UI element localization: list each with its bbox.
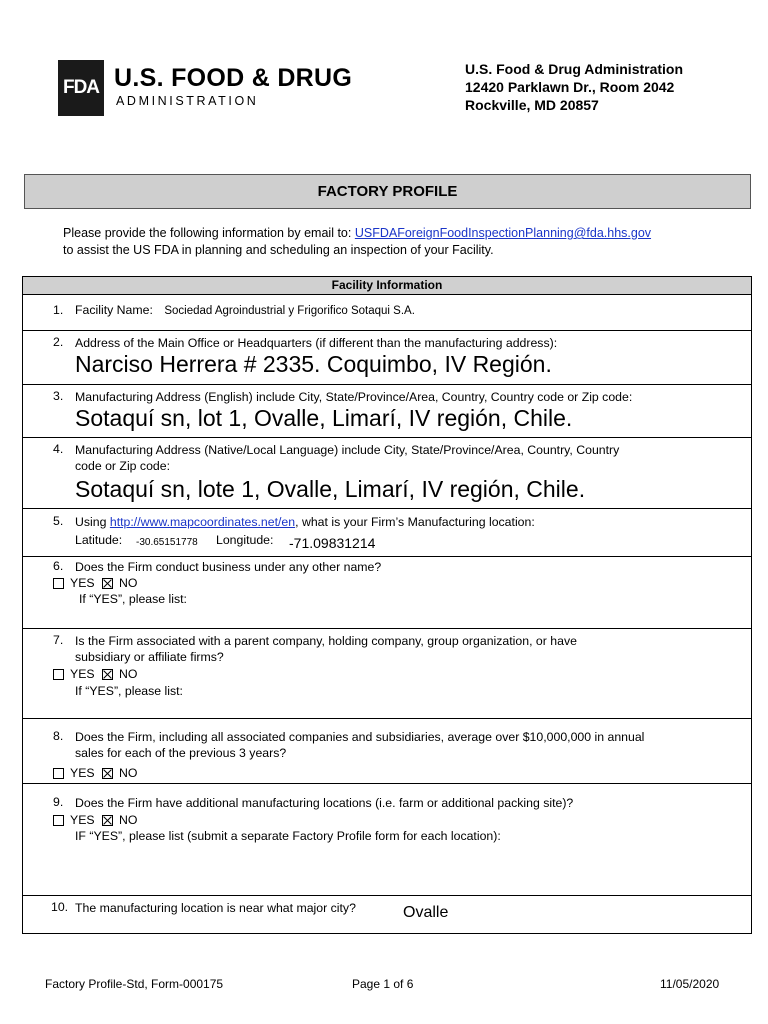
question-label: Does the Firm have additional manufacturing locations (i.e. farm or additional packing site)?	[75, 796, 574, 810]
question-label-continued: sales for each of the previous 3 years?	[75, 746, 287, 760]
agency-address	[465, 60, 683, 114]
no-checkbox[interactable]	[102, 669, 113, 680]
question-prefix: Using	[75, 515, 110, 529]
question-label: Is the Firm associated with a parent company, holding company, group organization, or have	[75, 634, 577, 648]
page-title: FACTORY PROFILE	[24, 174, 751, 209]
intro-line2: to assist the US FDA in planning and scheduling an inspection of your Facility.	[63, 243, 494, 257]
intro-text	[63, 225, 651, 259]
longitude-label: Longitude:	[216, 533, 274, 547]
question-label: Does the Firm, including all associated companies and subsidiaries, average over $10,000,000 in annual	[75, 730, 645, 744]
question-label: Does the Firm conduct business under any other name?	[75, 560, 382, 574]
logo-title: U.S. FOOD & DRUG	[114, 64, 353, 92]
question-main-office-address	[23, 330, 751, 384]
yes-label: YES	[70, 766, 95, 780]
question-manufacturing-address-local	[23, 437, 751, 508]
latitude-value[interactable]: -30.65151778	[136, 537, 198, 548]
no-label: NO	[119, 667, 138, 681]
intro-prefix: Please provide the following information by email to:	[63, 226, 355, 240]
footer-date: 11/05/2020	[660, 977, 720, 991]
question-number: 8.	[53, 729, 64, 743]
longitude-value[interactable]: -71.09831214	[289, 535, 376, 551]
fda-logo	[58, 60, 353, 116]
yes-checkbox[interactable]	[53, 768, 64, 779]
address-line: Rockville, MD 20857	[465, 97, 599, 113]
question-label-continued: subsidiary or affiliate firms?	[75, 650, 224, 664]
followup-label: If “YES”, please list:	[79, 592, 187, 606]
facility-name-answer[interactable]: Sociedad Agroindustrial y Frigorifico Sotaqui S.A.	[164, 305, 415, 317]
manufacturing-address-local-answer[interactable]: Sotaquí sn, lote 1, Ovalle, Limarí, IV región, Chile.	[75, 476, 586, 502]
question-additional-locations	[23, 783, 751, 896]
question-number: 3.	[53, 389, 64, 403]
yes-checkbox[interactable]	[53, 815, 64, 826]
email-link[interactable]: USFDAForeignFoodInspectionPlanning@fda.hhs.gov	[354, 226, 652, 240]
yes-label: YES	[70, 576, 95, 590]
question-other-names	[23, 556, 751, 629]
manufacturing-address-english-answer[interactable]: Sotaquí sn, lot 1, Ovalle, Limarí, IV región, Chile.	[75, 405, 573, 431]
question-number: 4.	[53, 442, 64, 456]
question-number: 5.	[53, 514, 64, 528]
question-coordinates	[23, 508, 751, 557]
address-line: 12420 Parklawn Dr., Room 2042	[465, 79, 675, 95]
question-label: The manufacturing location is near what major city?	[75, 901, 356, 915]
no-label: NO	[119, 813, 138, 827]
question-label: Address of the Main Office or Headquarters (if different than the manufacturing address):	[75, 336, 558, 350]
latitude-label: Latitude:	[75, 533, 123, 547]
footer-page-number: Page 1 of 6	[352, 977, 414, 991]
question-label-continued: code or Zip code:	[75, 459, 171, 473]
fda-logo-mark: FDA	[58, 60, 104, 116]
no-checkbox[interactable]	[102, 815, 113, 826]
question-parent-company	[23, 628, 751, 719]
no-label: NO	[119, 576, 138, 590]
main-office-address-answer[interactable]: Narciso Herrera # 2335. Coquimbo, IV Región.	[75, 351, 552, 377]
question-number: 9.	[53, 795, 64, 809]
question-number: 2.	[53, 335, 64, 349]
question-facility-name	[23, 294, 751, 330]
facility-form	[22, 276, 752, 934]
footer-form-id: Factory Profile-Std, Form-000175	[45, 977, 224, 991]
no-checkbox[interactable]	[102, 768, 113, 779]
question-number: 7.	[53, 633, 64, 647]
yes-label: YES	[70, 813, 95, 827]
section-header: Facility Information	[23, 277, 751, 294]
logo-subtitle: ADMINISTRATION	[116, 94, 259, 108]
no-checkbox[interactable]	[102, 578, 113, 589]
question-annual-sales	[23, 718, 751, 784]
major-city-answer[interactable]: Ovalle	[403, 904, 449, 921]
question-suffix: , what is your Firm’s Manufacturing location:	[295, 515, 535, 529]
yes-checkbox[interactable]	[53, 669, 64, 680]
question-label: Facility Name:	[75, 303, 153, 317]
followup-label: IF “YES”, please list (submit a separate Factory Profile form for each location):	[75, 829, 501, 843]
question-number: 10.	[51, 900, 69, 914]
question-manufacturing-address-english	[23, 384, 751, 438]
question-label: Manufacturing Address (English) include City, State/Province/Area, Country, Country code or Zip code:	[75, 390, 633, 404]
yes-label: YES	[70, 667, 95, 681]
no-label: NO	[119, 766, 138, 780]
followup-label: If “YES”, please list:	[75, 684, 183, 698]
mapcoordinates-link[interactable]: http://www.mapcoordinates.net/en	[109, 515, 296, 529]
address-line: U.S. Food & Drug Administration	[465, 61, 684, 77]
question-number: 6.	[53, 559, 64, 573]
question-label: Manufacturing Address (Native/Local Language) include City, State/Province/Area, Country, Country	[75, 443, 620, 457]
question-major-city	[23, 895, 751, 934]
yes-checkbox[interactable]	[53, 578, 64, 589]
question-number: 1.	[53, 303, 64, 317]
